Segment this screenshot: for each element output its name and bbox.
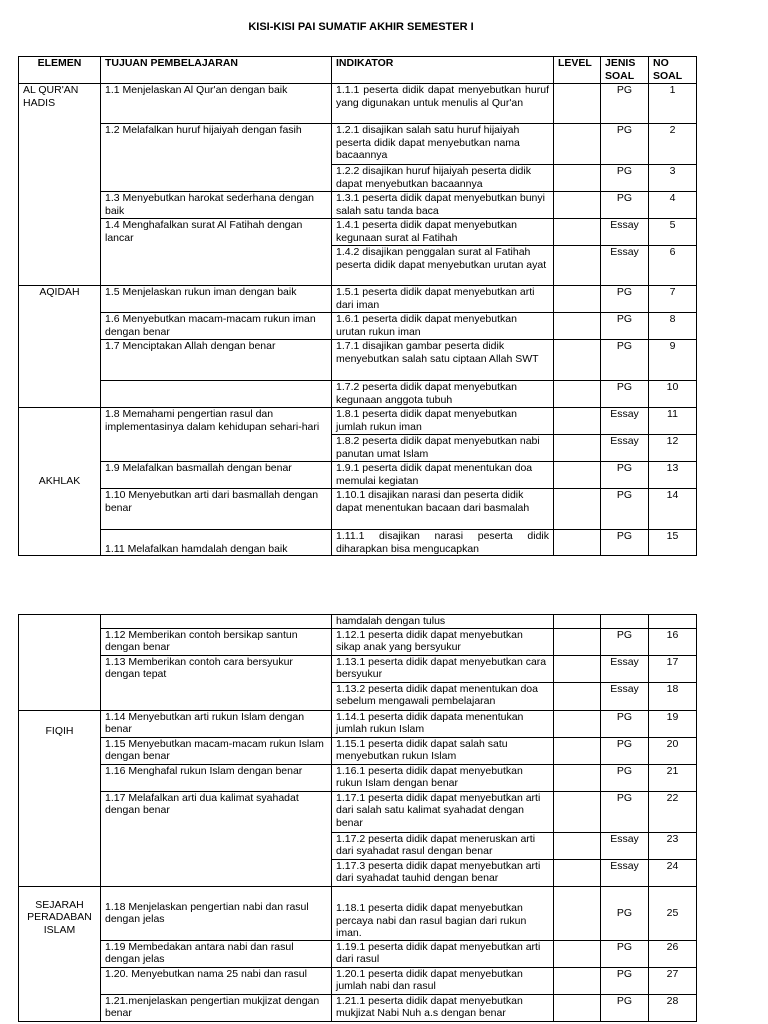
table-row (19, 710, 697, 737)
tp-cell: 1.21.menjelaskan pengertian mukjizat dengan benar (101, 994, 332, 1021)
level-cell (554, 886, 601, 940)
jenis-cell: Essay (601, 832, 649, 859)
indicator-cell: 1.19.1 peserta didik dapat menyebutkan arti dari rasul (332, 940, 554, 967)
jenis-cell (601, 615, 649, 629)
tp-cell: 1.20. Menyebutkan nama 25 nabi dan rasul (101, 967, 332, 994)
no-cell: 23 (649, 832, 697, 859)
table-row (19, 192, 697, 219)
no-cell: 1 (649, 84, 697, 124)
level-cell (554, 530, 601, 556)
element-quran: AL QUR'AN HADIS (19, 84, 101, 286)
table-row (19, 381, 697, 408)
jenis-cell: PG (601, 764, 649, 791)
table-row (19, 489, 697, 530)
no-cell: 8 (649, 313, 697, 340)
no-cell: 28 (649, 994, 697, 1021)
jenis-cell: PG (601, 994, 649, 1021)
header-no: NO SOAL (649, 57, 697, 84)
indicator-cell: 1.21.1 peserta didik dapat menyebutkan mukjizat Nabi Nuh a.s dengan benar (332, 994, 554, 1021)
header-indikator: INDIKATOR (332, 57, 554, 84)
level-cell (554, 435, 601, 462)
indicator-cell: 1.4.1 peserta didik dapat menyebutkan kegunaan surat al Fatihah (332, 219, 554, 246)
no-cell: 18 (649, 682, 697, 710)
jenis-cell: Essay (601, 219, 649, 246)
jenis-cell: PG (601, 628, 649, 655)
indicator-cell: 1.15.1 peserta didik dapat salah satu menyebutkan rukun Islam (332, 737, 554, 764)
table-row (19, 286, 697, 313)
jenis-cell: PG (601, 124, 649, 165)
table-row (19, 940, 697, 967)
level-cell (554, 408, 601, 435)
element-akhlak: AKHLAK (19, 408, 101, 556)
no-cell: 6 (649, 246, 697, 286)
jenis-cell: Essay (601, 435, 649, 462)
table-row (19, 340, 697, 381)
level-cell (554, 84, 601, 124)
table-row (19, 84, 697, 124)
indicator-cell: 1.1.1 peserta didik dapat menyebutkan huruf yang digunakan untuk menulis al Qur'an (332, 84, 554, 124)
table-row (19, 408, 697, 435)
indicator-cell: 1.18.1 peserta didik dapat menyebutkan percaya nabi dan rasul bagian dari rukun iman. (332, 886, 554, 940)
no-cell: 12 (649, 435, 697, 462)
table-row (19, 994, 697, 1021)
kisi-kisi-table-page-2 (18, 614, 697, 1022)
jenis-cell: Essay (601, 682, 649, 710)
indicator-cell: 1.7.2 peserta didik dapat menyebutkan kegunaan anggota tubuh (332, 381, 554, 408)
indicator-cell: 1.14.1 peserta didik dapata menentukan jumlah rukun Islam (332, 710, 554, 737)
no-cell: 25 (649, 886, 697, 940)
header-level: LEVEL (554, 57, 601, 84)
level-cell (554, 940, 601, 967)
no-cell (649, 615, 697, 629)
tp-cell: 1.5 Menjelaskan rukun iman dengan baik (101, 286, 332, 313)
jenis-cell: PG (601, 967, 649, 994)
level-cell (554, 219, 601, 246)
no-cell: 7 (649, 286, 697, 313)
no-cell: 4 (649, 192, 697, 219)
no-cell: 5 (649, 219, 697, 246)
tp-cell: 1.9 Melafalkan basmallah dengan benar (101, 462, 332, 489)
no-cell: 19 (649, 710, 697, 737)
no-cell: 22 (649, 791, 697, 832)
tp-cell: 1.13 Memberikan contoh cara bersyukur dengan tepat (101, 655, 332, 710)
element-fiqih: FIQIH (19, 710, 101, 886)
tp-cell: 1.10 Menyebutkan arti dari basmallah dengan benar (101, 489, 332, 530)
level-cell (554, 682, 601, 710)
tp-cell: 1.14 Menyebutkan arti rukun Islam dengan benar (101, 710, 332, 737)
table-row (19, 791, 697, 832)
no-cell: 26 (649, 940, 697, 967)
indicator-cell: 1.8.2 peserta didik dapat menyebutkan nabi panutan umat Islam (332, 435, 554, 462)
tp-cell: 1.17 Melafalkan arti dua kalimat syahadat dengan benar (101, 791, 332, 886)
indicator-cell: hamdalah dengan tulus (332, 615, 554, 629)
no-cell: 24 (649, 859, 697, 886)
header-jenis: JENIS SOAL (601, 57, 649, 84)
jenis-cell: PG (601, 84, 649, 124)
level-cell (554, 615, 601, 629)
level-cell (554, 994, 601, 1021)
element-sejarah: SEJARAH PERADABAN ISLAM (19, 886, 101, 1021)
level-cell (554, 791, 601, 832)
kisi-kisi-table-page-1 (18, 56, 697, 556)
tp-cell: 1.11 Melafalkan hamdalah dengan baik (101, 530, 332, 556)
level-cell (554, 192, 601, 219)
jenis-cell: PG (601, 340, 649, 381)
table-row (19, 313, 697, 340)
indicator-cell: 1.2.2 disajikan huruf hijaiyah peserta didik dapat menyebutkan bacaannya (332, 165, 554, 192)
indicator-cell: 1.4.2 disajikan penggalan surat al Fatihah peserta didik dapat menyebutkan urutan ayat (332, 246, 554, 286)
no-cell: 14 (649, 489, 697, 530)
indicator-cell: 1.8.1 peserta didik dapat menyebutkan jumlah rukun iman (332, 408, 554, 435)
tp-cell: 1.16 Menghafal rukun Islam dengan benar (101, 764, 332, 791)
table-row (19, 886, 697, 940)
level-cell (554, 967, 601, 994)
header-tujuan: TUJUAN PEMBELAJARAN (101, 57, 332, 84)
tp-cell (101, 381, 332, 408)
indicator-cell: 1.3.1 peserta didik dapat menyebutkan bunyi salah satu tanda baca (332, 192, 554, 219)
jenis-cell: Essay (601, 655, 649, 682)
level-cell (554, 165, 601, 192)
jenis-cell: PG (601, 940, 649, 967)
jenis-cell: PG (601, 192, 649, 219)
jenis-cell: PG (601, 791, 649, 832)
jenis-cell: PG (601, 165, 649, 192)
tp-cell: 1.2 Melafalkan huruf hijaiyah dengan fasih (101, 124, 332, 192)
document-title: KISI-KISI PAI SUMATIF AKHIR SEMESTER I (248, 21, 474, 33)
no-cell: 17 (649, 655, 697, 682)
level-cell (554, 340, 601, 381)
no-cell: 2 (649, 124, 697, 165)
indicator-cell: 1.5.1 peserta didik dapat menyebutkan arti dari iman (332, 286, 554, 313)
table-row (19, 124, 697, 165)
indicator-cell: 1.20.1 peserta didik dapat menyebutkan jumlah nabi dan rasul (332, 967, 554, 994)
jenis-cell: PG (601, 530, 649, 556)
tp-cell: 1.18 Menjelaskan pengertian nabi dan rasul dengan jelas (101, 886, 332, 940)
level-cell (554, 710, 601, 737)
indicator-cell: 1.17.3 peserta didik dapat menyebutkan arti dari syahadat tauhid dengan benar (332, 859, 554, 886)
table-row (19, 219, 697, 246)
jenis-cell: PG (601, 381, 649, 408)
tp-cell: 1.4 Menghafalkan surat Al Fatihah dengan lancar (101, 219, 332, 286)
indicator-cell: 1.7.1 disajikan gambar peserta didik menyebutkan salah satu ciptaan Allah SWT (332, 340, 554, 381)
level-cell (554, 489, 601, 530)
table-header-row (19, 57, 697, 84)
jenis-cell: Essay (601, 859, 649, 886)
level-cell (554, 655, 601, 682)
table-row (19, 462, 697, 489)
no-cell: 15 (649, 530, 697, 556)
table-row (19, 615, 697, 629)
indicator-cell: 1.9.1 peserta didik dapat menentukan doa memulai kegiatan (332, 462, 554, 489)
table-row (19, 764, 697, 791)
tp-cell: 1.8 Memahami pengertian rasul dan implementasinya dalam kehidupan sehari-hari (101, 408, 332, 462)
table-row (19, 655, 697, 682)
no-cell: 3 (649, 165, 697, 192)
level-cell (554, 124, 601, 165)
table-row (19, 530, 697, 556)
jenis-cell: PG (601, 313, 649, 340)
no-cell: 27 (649, 967, 697, 994)
jenis-cell: PG (601, 462, 649, 489)
no-cell: 10 (649, 381, 697, 408)
level-cell (554, 737, 601, 764)
table-row (19, 628, 697, 655)
tp-cell: 1.1 Menjelaskan Al Qur'an dengan baik (101, 84, 332, 124)
indicator-cell: 1.2.1 disajikan salah satu huruf hijaiyah peserta didik dapat menyebutkan nama bacaannya (332, 124, 554, 165)
jenis-cell: PG (601, 489, 649, 530)
indicator-cell: 1.13.1 peserta didik dapat menyebutkan cara bersyukur (332, 655, 554, 682)
jenis-cell: PG (601, 737, 649, 764)
indicator-cell: 1.17.1 peserta didik dapat menyebutkan arti dari salah satu kalimat syahadat dengan benar (332, 791, 554, 832)
level-cell (554, 246, 601, 286)
indicator-cell: 1.17.2 peserta didik dapat meneruskan arti dari syahadat rasul dengan benar (332, 832, 554, 859)
level-cell (554, 832, 601, 859)
page-gap (0, 560, 768, 615)
jenis-cell: Essay (601, 408, 649, 435)
level-cell (554, 381, 601, 408)
indicator-cell: 1.10.1 disajikan narasi dan peserta didik dapat menentukan bacaan dari basmalah (332, 489, 554, 530)
level-cell (554, 462, 601, 489)
tp-cell: 1.3 Menyebutkan harokat sederhana dengan baik (101, 192, 332, 219)
header-elemen: ELEMEN (19, 57, 101, 84)
tp-cell: 1.15 Menyebutkan macam-macam rukun Islam dengan benar (101, 737, 332, 764)
jenis-cell: PG (601, 710, 649, 737)
jenis-cell: PG (601, 286, 649, 313)
tp-cell: 1.19 Membedakan antara nabi dan rasul dengan jelas (101, 940, 332, 967)
no-cell: 11 (649, 408, 697, 435)
tp-cell: 1.6 Menyebutkan macam-macam rukun iman dengan benar (101, 313, 332, 340)
tp-cell: 1.12 Memberikan contoh bersikap santun dengan benar (101, 628, 332, 655)
tp-cell (101, 615, 332, 629)
element-akhlak-continued (19, 615, 101, 711)
level-cell (554, 286, 601, 313)
level-cell (554, 859, 601, 886)
no-cell: 21 (649, 764, 697, 791)
indicator-cell: 1.13.2 peserta didik dapat menentukan doa sebelum mengawali pembelajaran (332, 682, 554, 710)
level-cell (554, 628, 601, 655)
table-row (19, 737, 697, 764)
no-cell: 13 (649, 462, 697, 489)
indicator-cell: 1.11.1 disajikan narasi peserta didik diharapkan bisa mengucapkan (332, 530, 554, 556)
indicator-cell: 1.12.1 peserta didik dapat menyebutkan sikap anak yang bersyukur (332, 628, 554, 655)
level-cell (554, 764, 601, 791)
indicator-cell: 1.6.1 peserta didik dapat menyebutkan urutan rukun iman (332, 313, 554, 340)
level-cell (554, 313, 601, 340)
no-cell: 20 (649, 737, 697, 764)
jenis-cell: Essay (601, 246, 649, 286)
table-row (19, 967, 697, 994)
indicator-cell: 1.16.1 peserta didik dapat menyebutkan rukun Islam dengan benar (332, 764, 554, 791)
no-cell: 16 (649, 628, 697, 655)
jenis-cell: PG (601, 886, 649, 940)
element-aqidah: AQIDAH (19, 286, 101, 408)
no-cell: 9 (649, 340, 697, 381)
tp-cell: 1.7 Menciptakan Allah dengan benar (101, 340, 332, 381)
